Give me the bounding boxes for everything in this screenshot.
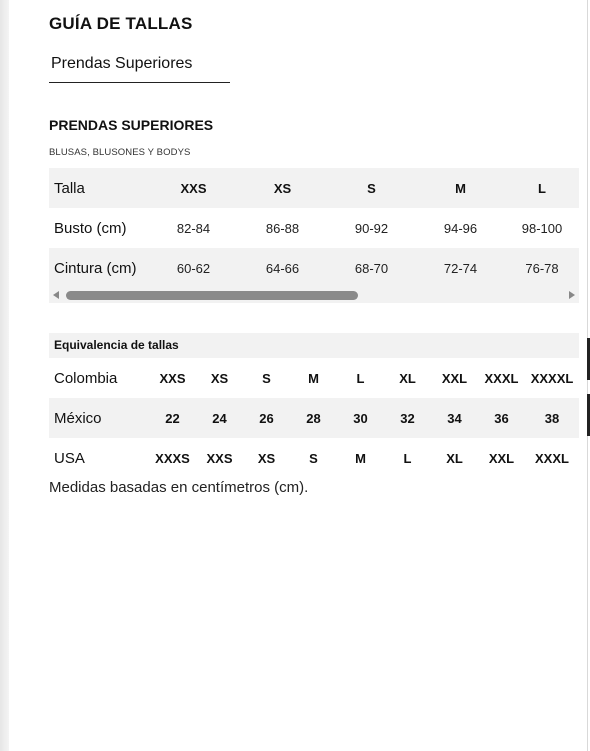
row-label-busto: Busto (cm): [54, 219, 127, 237]
table-cell: XXXS: [155, 450, 190, 466]
table-cell: 34: [431, 398, 478, 438]
table-cell: 26: [243, 398, 290, 438]
table-cell: S: [262, 370, 271, 386]
size-table-header-row: [49, 168, 579, 208]
table-cell: 82-84: [176, 220, 211, 236]
table-cell: 32: [384, 398, 431, 438]
table-cell: 22: [149, 398, 196, 438]
table-cell: 76-78: [505, 248, 579, 288]
table-cell: XXXXL: [530, 370, 574, 386]
footnote: Medidas basadas en centímetros (cm).: [49, 479, 309, 496]
table-cell: 72-74: [416, 248, 505, 288]
table-cell: XXXL: [484, 370, 519, 386]
row-label-colombia: Colombia: [54, 369, 118, 387]
table-cell: L: [403, 450, 412, 466]
table-cell: 38: [525, 398, 579, 438]
table-row: [49, 438, 579, 478]
table-cell: 94-96: [443, 220, 478, 236]
table-cell: M: [355, 450, 366, 466]
table-row: [49, 358, 579, 398]
row-label-usa: USA: [54, 449, 85, 467]
size-header-l: L: [505, 168, 579, 208]
row-label-mexico: México: [49, 398, 149, 438]
size-header-m: M: [416, 168, 505, 208]
table-cell: 28: [290, 398, 337, 438]
table-cell: 30: [337, 398, 384, 438]
table-cell: XS: [210, 370, 229, 386]
table-cell: 60-62: [149, 248, 238, 288]
row-label-cintura: Cintura (cm): [49, 248, 149, 288]
scroll-left-arrow-icon[interactable]: [53, 291, 59, 299]
scroll-thumb[interactable]: [66, 291, 358, 300]
table-cell: XXL: [488, 450, 515, 466]
size-table-header-label: Talla: [49, 168, 149, 208]
scroll-right-arrow-icon[interactable]: [569, 291, 575, 299]
equivalence-table: [49, 358, 579, 478]
table-cell: 98-100: [521, 220, 563, 236]
category-select-value: Prendas Superiores: [51, 55, 193, 72]
table-cell: 36: [478, 398, 525, 438]
table-cell: XXL: [441, 370, 468, 386]
equivalence-header: [49, 333, 579, 358]
page-title: GUÍA DE TALLAS: [49, 14, 193, 33]
equivalence-title: Equivalencia de tallas: [54, 338, 179, 352]
table-cell: XL: [446, 450, 463, 466]
table-cell: XS: [257, 450, 276, 466]
section-title: PRENDAS SUPERIORES: [49, 117, 214, 133]
size-header-xxs: XXS: [149, 168, 238, 208]
table-horizontal-scrollbar[interactable]: [49, 288, 579, 303]
table-cell: 64-66: [238, 248, 327, 288]
table-cell: XXXL: [535, 450, 569, 466]
table-cell: XXS: [206, 450, 233, 466]
category-select[interactable]: [49, 50, 230, 83]
table-cell: S: [309, 450, 318, 466]
table-cell: 24: [196, 398, 243, 438]
table-cell: XXS: [159, 370, 186, 386]
size-header-xs: XS: [238, 168, 327, 208]
left-background-strip: [0, 0, 9, 751]
section-subtitle: BLUSAS, BLUSONES Y BODYS: [49, 147, 191, 158]
size-table: [49, 168, 579, 288]
table-row: [49, 248, 579, 288]
table-row: [49, 398, 579, 438]
table-row: [49, 208, 579, 248]
table-cell: 86-88: [265, 220, 300, 236]
table-cell: 90-92: [354, 220, 389, 236]
table-cell: M: [308, 370, 319, 386]
table-cell: L: [356, 370, 365, 386]
size-header-s: S: [327, 168, 416, 208]
table-cell: 68-70: [327, 248, 416, 288]
table-cell: XL: [399, 370, 416, 386]
